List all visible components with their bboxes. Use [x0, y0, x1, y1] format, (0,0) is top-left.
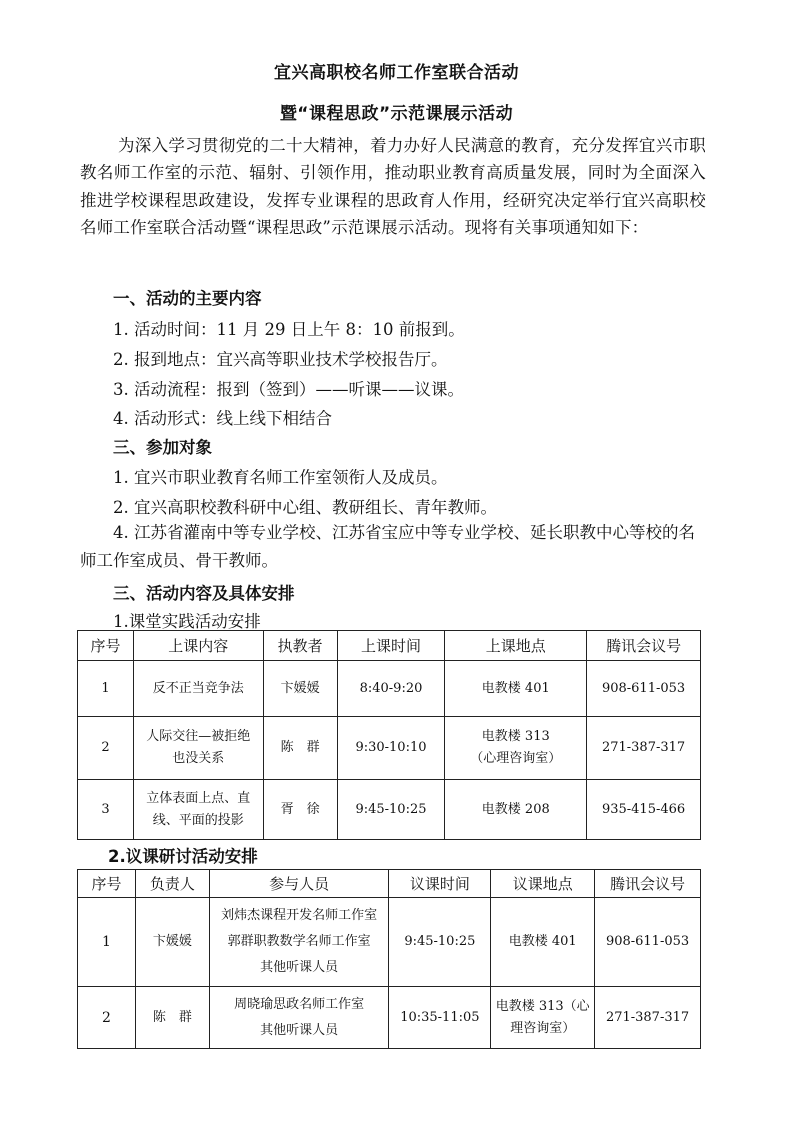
document-subtitle: 暨“课程思政”示范课展示活动	[279, 104, 514, 124]
table-row: 1 卞媛媛 刘炜杰课程开发名师工作室 郭群职教数学名师工作室 其他听课人员 9:45-10:25 电教楼 401 908-611-053	[78, 898, 701, 987]
section2-item: 2. 宜兴高职校教科研中心组、教研组长、青年教师。	[113, 498, 497, 517]
table-row: 2 人际交往—被拒绝 也没关系 陈 群 9:30-10:10 电教楼 313 （心理咨询室） 271-387-317	[78, 717, 701, 780]
column-header: 腾讯会议号	[595, 870, 701, 898]
column-header: 上课内容	[133, 631, 263, 661]
section2-heading: 三、参加对象	[113, 438, 212, 457]
column-header: 序号	[78, 631, 134, 661]
table-row: 2 陈 群 周晓瑜思政名师工作室 其他听课人员 10:35-11:05 电教楼 313（心 理咨询室） 271-387-317	[78, 987, 701, 1049]
table-row: 3 立体表面上点、直 线、平面的投影 胥 徐 9:45-10:25 电教楼 208 935-415-466	[78, 780, 701, 840]
column-header: 上课时间	[337, 631, 445, 661]
section1-heading: 一、活动的主要内容	[113, 289, 262, 308]
section3-heading: 三、活动内容及具体安排	[113, 584, 295, 603]
table1-caption: 1.课堂实践活动安排	[113, 612, 261, 631]
column-header: 议课时间	[389, 870, 491, 898]
table2-caption: 2.议课研讨活动安排	[108, 847, 258, 866]
intro-paragraph: 为深入学习贯彻党的二十大精神，着力办好人民满意的教育，充分发挥宜兴市职教名师工作室的示范、辐射、引领作用，推动职业教育高质量发展，同时为全面深入推进学校课程思政建设，发挥专业课程的思政育人作用，经研究决定举行宜兴高职校名师工作室联合活动暨“课程思政”示范课展示活动。现将有关事项通知如下：	[80, 136, 706, 237]
column-header: 负责人	[135, 870, 209, 898]
column-header: 腾讯会议号	[587, 631, 701, 661]
section1-item: 3. 活动流程：报到（签到）——听课——议课。	[113, 380, 464, 399]
table-header-row	[78, 870, 701, 898]
section1-item: 1. 活动时间：11 月 29 日上午 8：10 前报到。	[113, 320, 465, 339]
document-title: 宜兴高职校名师工作室联合活动	[274, 63, 519, 83]
column-header: 执教者	[263, 631, 337, 661]
section2-item: 4. 江苏省灌南中等专业学校、江苏省宝应中等专业学校、延长职教中心等校的名师工作室成员、骨干教师。	[80, 523, 695, 570]
section2-item: 1. 宜兴市职业教育名师工作室领衔人及成员。	[113, 468, 448, 487]
classroom-schedule-table	[77, 630, 701, 840]
column-header: 参与人员	[209, 870, 389, 898]
column-header: 议课地点	[491, 870, 595, 898]
section1-item: 2. 报到地点：宜兴高等职业技术学校报告厅。	[113, 350, 448, 369]
table-row: 1 反不正当竞争法 卞媛媛 8:40-9:20 电教楼 401 908-611-053	[78, 661, 701, 717]
discussion-schedule-table	[77, 869, 701, 1049]
table-header-row	[78, 631, 701, 661]
column-header: 上课地点	[445, 631, 587, 661]
column-header: 序号	[78, 870, 136, 898]
section1-item: 4. 活动形式：线上线下相结合	[113, 409, 332, 428]
